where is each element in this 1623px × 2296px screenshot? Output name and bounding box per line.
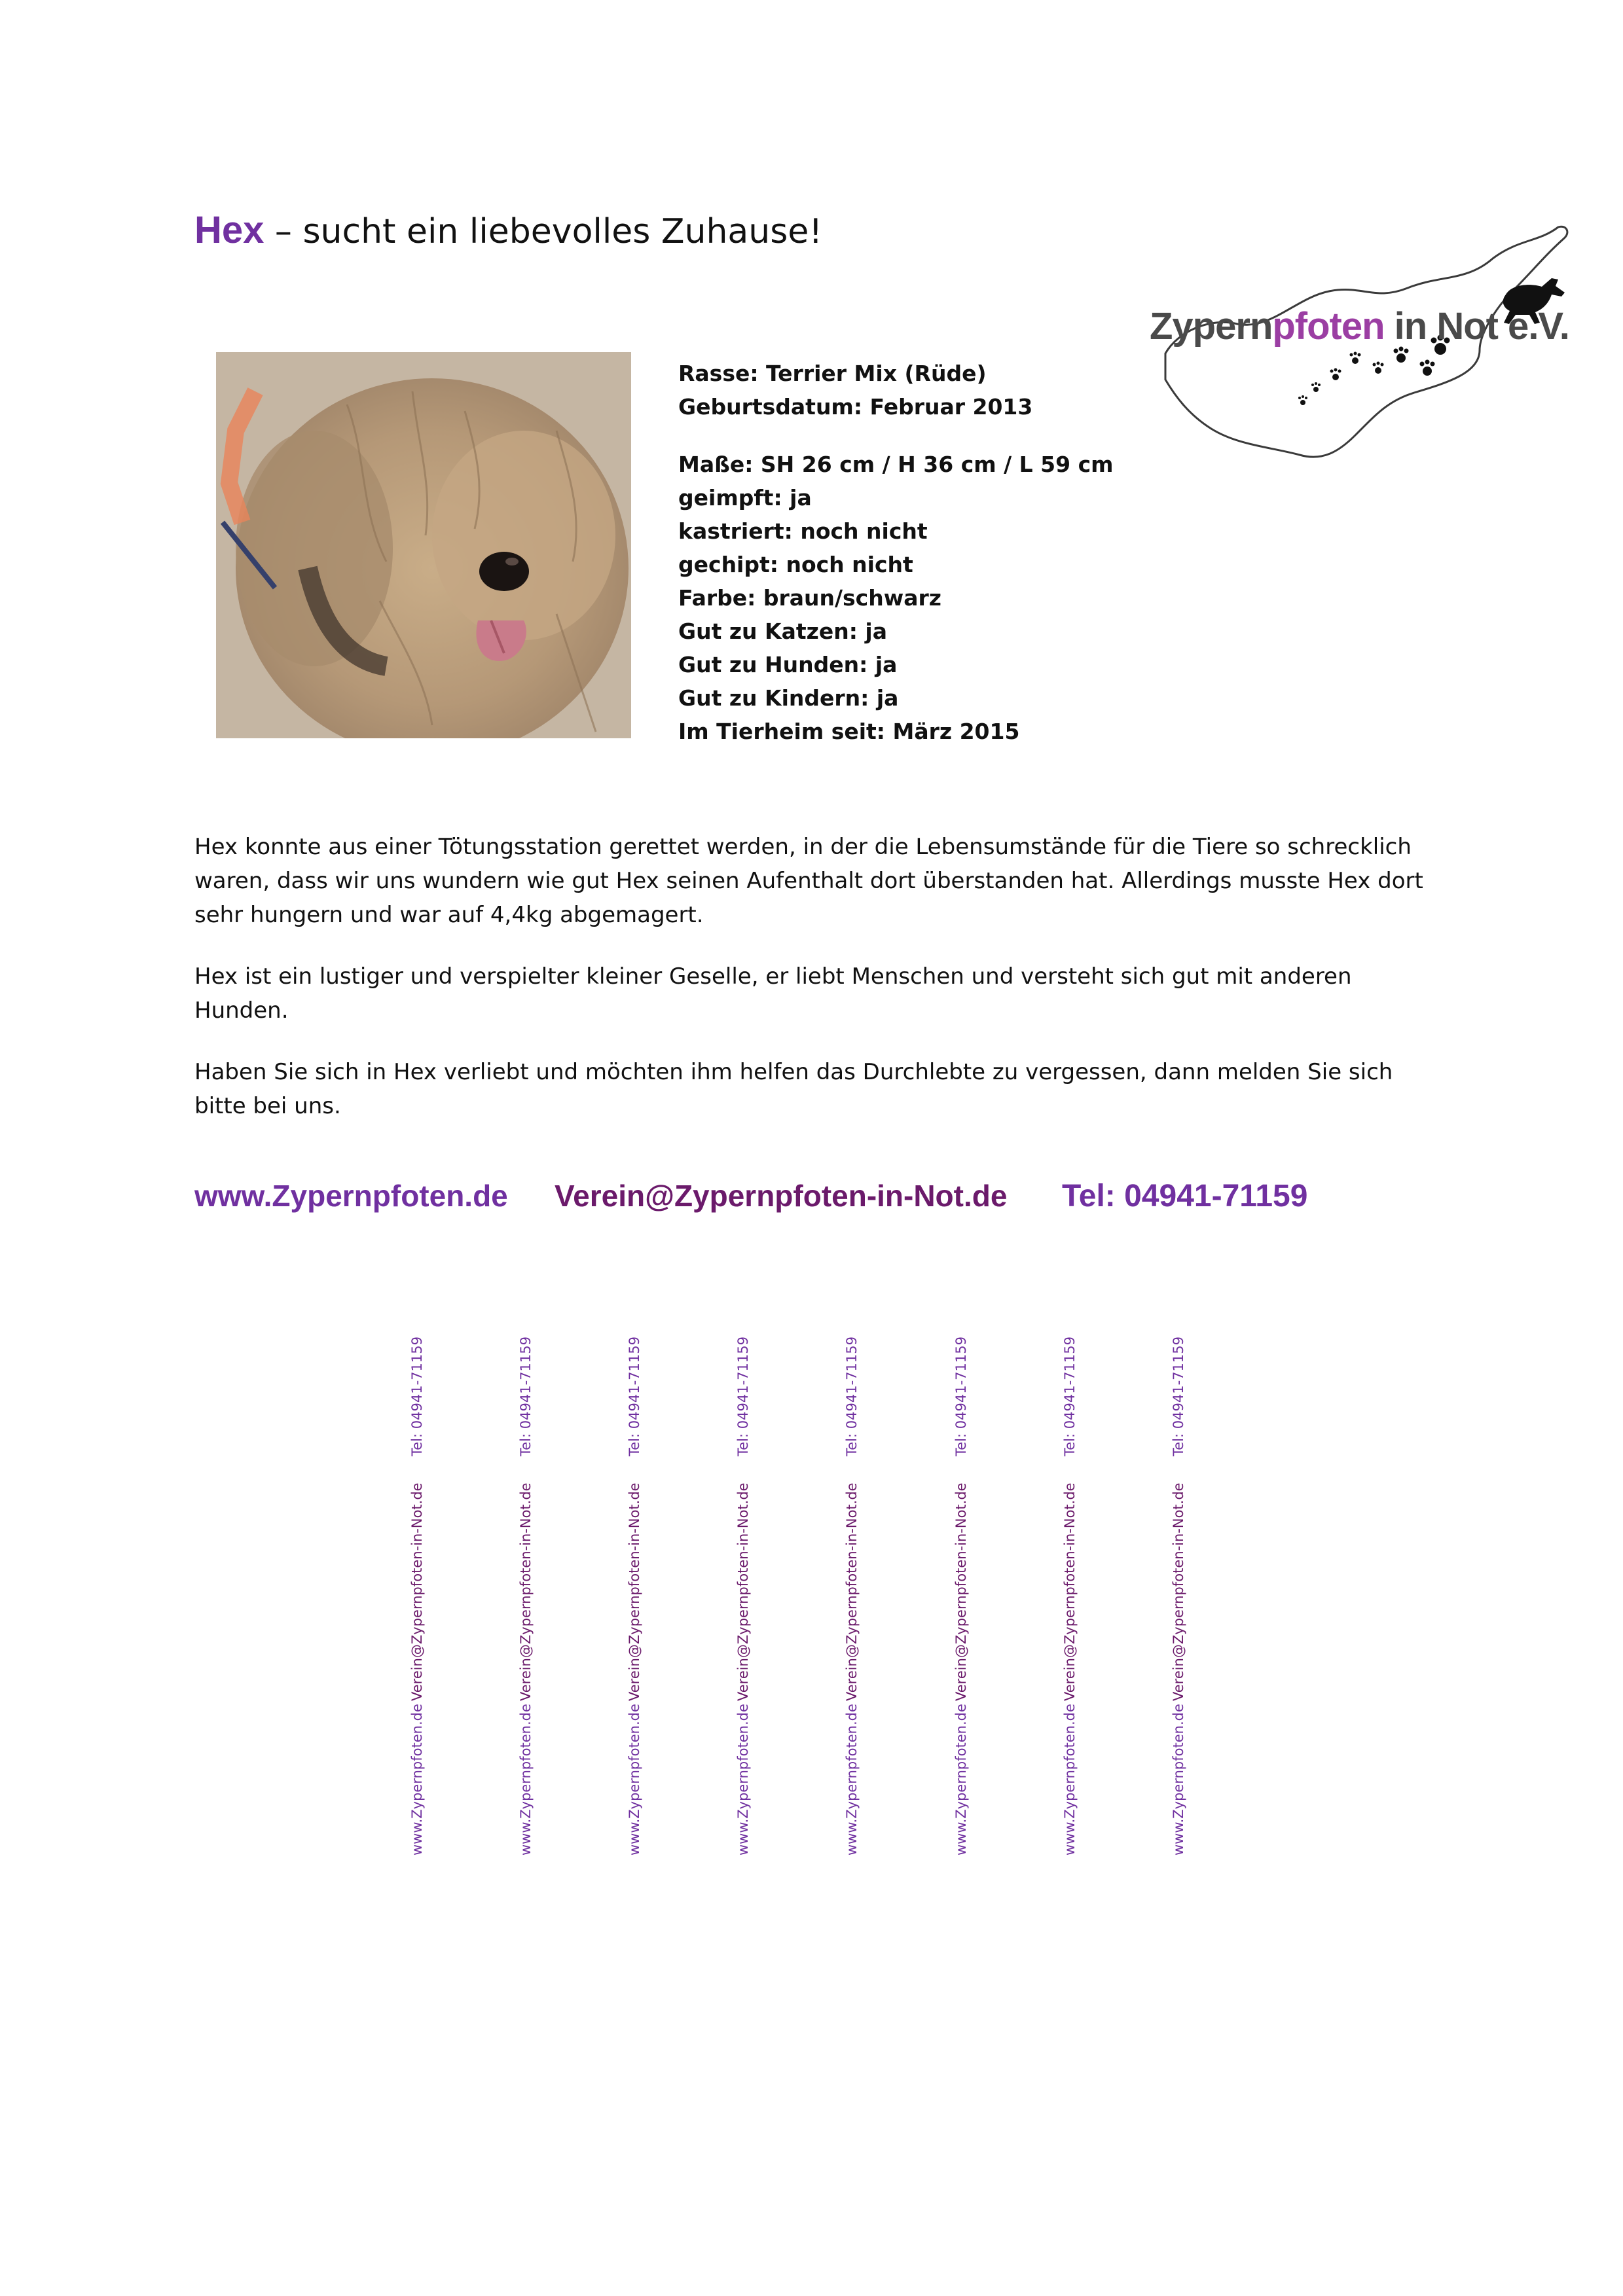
page-title bbox=[194, 208, 822, 252]
tear-off-strip[interactable] bbox=[1062, 1338, 1101, 1856]
strip-phone: Tel: 04941-71159 bbox=[1062, 1336, 1078, 1456]
strip-website: www.Zypernpfoten.de bbox=[844, 1704, 860, 1856]
fact-children: Gut zu Kindern: ja bbox=[678, 685, 899, 711]
contact-phone: Tel: 04941-71159 bbox=[1062, 1179, 1308, 1213]
logo-text-part3: in Not e.V. bbox=[1384, 305, 1569, 348]
logo-text-part2: pfoten bbox=[1272, 305, 1385, 348]
organization-logo bbox=[1139, 219, 1584, 475]
dog-name: Hex bbox=[194, 209, 264, 251]
strip-website: www.Zypernpfoten.de bbox=[735, 1704, 751, 1856]
tear-off-strip[interactable] bbox=[518, 1338, 557, 1856]
strip-website: www.Zypernpfoten.de bbox=[627, 1704, 642, 1856]
strip-email: Verein@Zypernpfoten-in-Not.de bbox=[844, 1482, 860, 1701]
contact-email-link[interactable]: Verein@Zypernpfoten-in-Not.de bbox=[555, 1179, 1008, 1213]
strip-phone: Tel: 04941-71159 bbox=[518, 1336, 534, 1456]
strip-email: Verein@Zypernpfoten-in-Not.de bbox=[953, 1482, 969, 1701]
fact-color: Farbe: braun/schwarz bbox=[678, 585, 941, 611]
contact-website-link[interactable]: www.Zypernpfoten.de bbox=[194, 1179, 508, 1213]
strip-email: Verein@Zypernpfoten-in-Not.de bbox=[735, 1482, 751, 1701]
fact-vaccinated: geimpft: ja bbox=[678, 485, 812, 511]
tear-off-strip[interactable] bbox=[409, 1338, 448, 1856]
strip-phone: Tel: 04941-71159 bbox=[1171, 1336, 1186, 1456]
strip-phone: Tel: 04941-71159 bbox=[627, 1336, 642, 1456]
strip-email: Verein@Zypernpfoten-in-Not.de bbox=[627, 1482, 642, 1701]
strip-email: Verein@Zypernpfoten-in-Not.de bbox=[1062, 1482, 1078, 1701]
fact-chipped: gechipt: noch nicht bbox=[678, 552, 913, 577]
strip-email: Verein@Zypernpfoten-in-Not.de bbox=[1171, 1482, 1186, 1701]
dog-photo bbox=[216, 352, 631, 738]
dog-facts-list bbox=[678, 357, 1114, 748]
logo-text-part1: Zypern bbox=[1150, 305, 1273, 348]
fact-birthdate: Geburtsdatum: Februar 2013 bbox=[678, 394, 1033, 420]
strip-website: www.Zypernpfoten.de bbox=[518, 1704, 534, 1856]
strip-phone: Tel: 04941-71159 bbox=[844, 1336, 860, 1456]
fact-shelter-since: Im Tierheim seit: März 2015 bbox=[678, 719, 1020, 744]
tear-off-strip[interactable] bbox=[627, 1338, 666, 1856]
headline-subtitle: – sucht ein liebevolles Zuhause! bbox=[264, 212, 823, 251]
fact-breed: Rasse: Terrier Mix (Rüde) bbox=[678, 361, 987, 386]
fact-measurements: Maße: SH 26 cm / H 36 cm / L 59 cm bbox=[678, 452, 1114, 477]
strip-website: www.Zypernpfoten.de bbox=[953, 1704, 969, 1856]
strip-website: www.Zypernpfoten.de bbox=[1062, 1704, 1078, 1856]
strip-email: Verein@Zypernpfoten-in-Not.de bbox=[409, 1482, 425, 1701]
fact-neutered: kastriert: noch nicht bbox=[678, 518, 928, 544]
strip-phone: Tel: 04941-71159 bbox=[735, 1336, 751, 1456]
fact-dogs: Gut zu Hunden: ja bbox=[678, 652, 898, 677]
tear-off-strip[interactable] bbox=[735, 1338, 775, 1856]
tear-off-strip[interactable] bbox=[1171, 1338, 1210, 1856]
strip-phone: Tel: 04941-71159 bbox=[953, 1336, 969, 1456]
strip-email: Verein@Zypernpfoten-in-Not.de bbox=[518, 1482, 534, 1701]
dog-photo-icon bbox=[216, 352, 631, 738]
fact-cats: Gut zu Katzen: ja bbox=[678, 619, 887, 644]
tear-off-strip[interactable] bbox=[953, 1338, 993, 1856]
strip-phone: Tel: 04941-71159 bbox=[409, 1336, 425, 1456]
description-paragraph-1: Hex konnte aus einer Tötungsstation gerettet werden, in der die Lebensumstände für die Tiere so schrecklich waren, dass wir uns wundern wie gut Hex seinen Aufenthalt dort überstanden hat. Allerdings musste Hex dort sehr hungern und war auf 4,4kg abgemagert. bbox=[194, 834, 1423, 928]
strip-website: www.Zypernpfoten.de bbox=[1171, 1704, 1186, 1856]
strip-website: www.Zypernpfoten.de bbox=[409, 1704, 425, 1856]
logo-wordmark bbox=[1150, 304, 1569, 348]
description bbox=[194, 830, 1445, 1151]
description-paragraph-2: Hex ist ein lustiger und verspielter kleiner Geselle, er liebt Menschen und versteht sich gut mit anderen Hunden. bbox=[194, 963, 1352, 1024]
tear-off-strip[interactable] bbox=[844, 1338, 883, 1856]
description-paragraph-3: Haben Sie sich in Hex verliebt und möchten ihm helfen das Durchlebte zu vergessen, dann melden Sie sich bitte bei uns. bbox=[194, 1059, 1393, 1119]
